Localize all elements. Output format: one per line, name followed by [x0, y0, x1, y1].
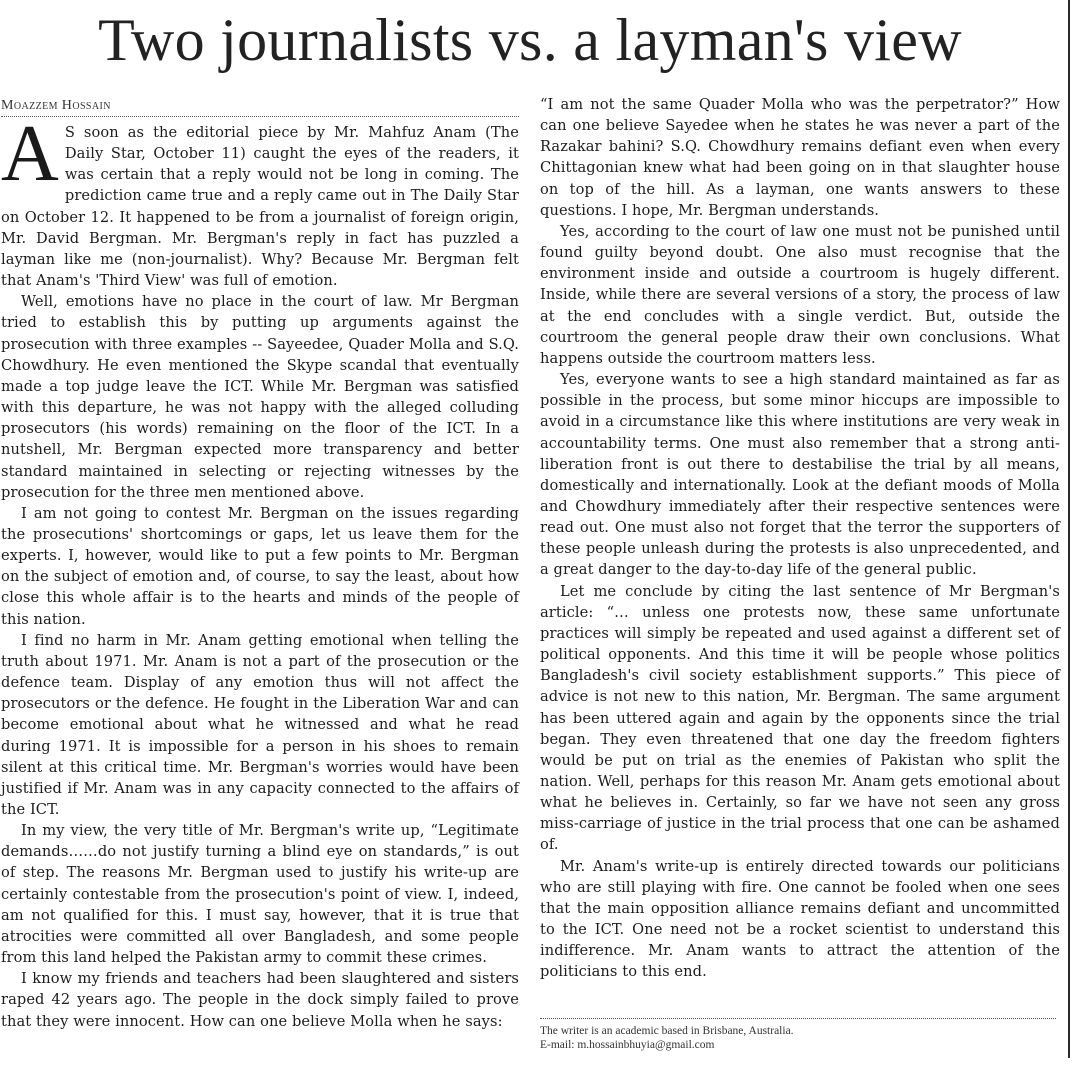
author-note: The writer is an academic based in Brisbane, Australia.: [540, 1025, 794, 1037]
article-paragraph: Mr. Anam's write-up is entirely directed towards our politicians who are still playing with fire. One cannot be fooled when one sees that the main opposition alliance remains defiant and uncommitted to the ICT. One need not be a rocket scientist to understand this indifference. Mr. Anam wants to attract the attention of the politicians to this end.: [540, 857, 1060, 981]
article-column-right: [540, 94, 1060, 983]
article-paragraph: I am not going to contest Mr. Bergman on the issues regarding the prosecutions' shortcomings or gaps, let us leave them for the experts. I, however, would like to put a few points to Mr. Bergman on the subject of emotion and, of course, to say the least, about how close this whole affair is to the hearts and minds of the people of this nation.: [1, 504, 519, 628]
drop-cap: A: [1, 110, 59, 198]
article-paragraph: I know my friends and teachers had been slaughtered and sisters raped 42 years ago. The people in the dock simply failed to prove that they were innocent. How can one believe Molla when he says:: [1, 970, 519, 1030]
article-paragraph: “I am not the same Quader Molla who was the perpetrator?” How can one believe Sayedee when he states he was never a part of the Razakar bahini? S.Q. Chowdhury remains defiant even when every Chittagonian knew what had been going on in that slaughter house on top of the hill. As a layman, one wants answers to these questions. I hope, Mr. Bergman understands.: [540, 96, 1060, 219]
byline: Moazzem Hossain: [1, 98, 111, 113]
byline-divider: [1, 116, 519, 117]
author-email: E-mail: m.hossainbhuyia@gmail.com: [540, 1039, 715, 1051]
article-paragraph: [1, 110, 519, 291]
article-paragraph: Yes, according to the court of law one must not be punished until found guilty beyond doubt. One also must recognise that the environment inside and outside a courtroom is hugely different. Inside, while there are several versions of a story, the process of law at the end concludes with a single verdict. But, outside the courtroom the general people draw their own conclusions. What happens outside the courtroom matters less.: [540, 222, 1060, 367]
column-rule: [1068, 0, 1070, 1058]
article-paragraph: Let me conclude by citing the last sentence of Mr Bergman's article: “… unless one protests now, these same unfortunate practices will simply be repeated and used against a different set of political opponents. And this time it will be people whose politics Bangladesh's civil society establishment supports.” This piece of advice is not new to this nation, Mr. Bergman. The same argument has been uttered again and again by the opponents since the trial began. They even threatened that one day the freedom fighters would be put on trial as the enemies of Pakistan who split the nation. Well, perhaps for this reason Mr. Anam gets emotional about what he believes in. Certainly, so far we have not seen any gross miss-carriage of justice in the trial process that one can be ashamed of.: [540, 582, 1060, 854]
paragraph-text: S soon as the editorial piece by Mr. Mahfuz Anam (The Daily Star, October 11) caught the eyes of the readers, it was certain that a reply would not be long in coming. The prediction came true and a reply came out in The Daily Star on October 12. It happened to be from a journalist of foreign origin, Mr. David Bergman. Mr. Bergman's reply in fact has puzzled a layman like me (non-journalist). Why? Because Mr. Bergman felt that Anam's 'Third View' was full of emotion.: [1, 124, 519, 290]
article-paragraph: Well, emotions have no place in the court of law. Mr Bergman tried to establish this by putting up arguments against the prosecution with three examples -- Sayeedee, Quader Molla and S.Q. Chowdhury. He even mentioned the Skype scandal that eventually made a top judge leave the ICT. While Mr. Bergman was satisfied with this departure, he was not happy with the alleged colluding prosecutors (his words) remaining on the floor of the ICT. In a nutshell, Mr. Bergman expected more transparency and better standard maintained in selecting or rejecting witnesses by the prosecution for the three men mentioned above.: [1, 293, 519, 501]
author-footer: [540, 1018, 1056, 1052]
article-paragraph: Yes, everyone wants to see a high standard maintained as far as possible in the process, but some minor hiccups are impossible to avoid in a circumstance like this where institutions are very weak in accountability terms. One must also remember that a strong anti-liberation front is out there to destabilise the trial by all means, domestically and internationally. Look at the defiant moods of Molla and Chowdhury immediately after their respective sentences were read out. One must also not forget that the terror the supporters of these people unleash during the protests is also unprecedented, and a great danger to the day-to-day life of the general public.: [540, 371, 1060, 579]
article-paragraph: I find no harm in Mr. Anam getting emotional when telling the truth about 1971. Mr. Anam is not a part of the prosecution or the defence team. Display of any emotion thus will not affect the prosecutors or the defence. He fought in the Liberation War and can become emotional about what he witnessed and what he read during 1971. It is impossible for a person in his shoes to remain silent at this critical time. Mr. Bergman's worries would have been justified if Mr. Anam was in any capacity connected to the affairs of the ICT.: [1, 631, 519, 818]
headline: Two journalists vs. a layman's view: [98, 7, 962, 73]
article-column-left: [1, 97, 519, 1032]
footer-divider: [540, 1018, 1056, 1019]
article-paragraph: In my view, the very title of Mr. Bergman's write up, “Legitimate demands……do not justify turning a blind eye on standards,” is out of step. The reasons Mr. Bergman used to justify his write-up are certainly contestable from the prosecution's point of view. I, indeed, am not qualified for this. I must say, however, that it is true that atrocities were committed all over Bangladesh, and some people from this land helped the Pakistan army to commit these crimes.: [1, 822, 519, 967]
